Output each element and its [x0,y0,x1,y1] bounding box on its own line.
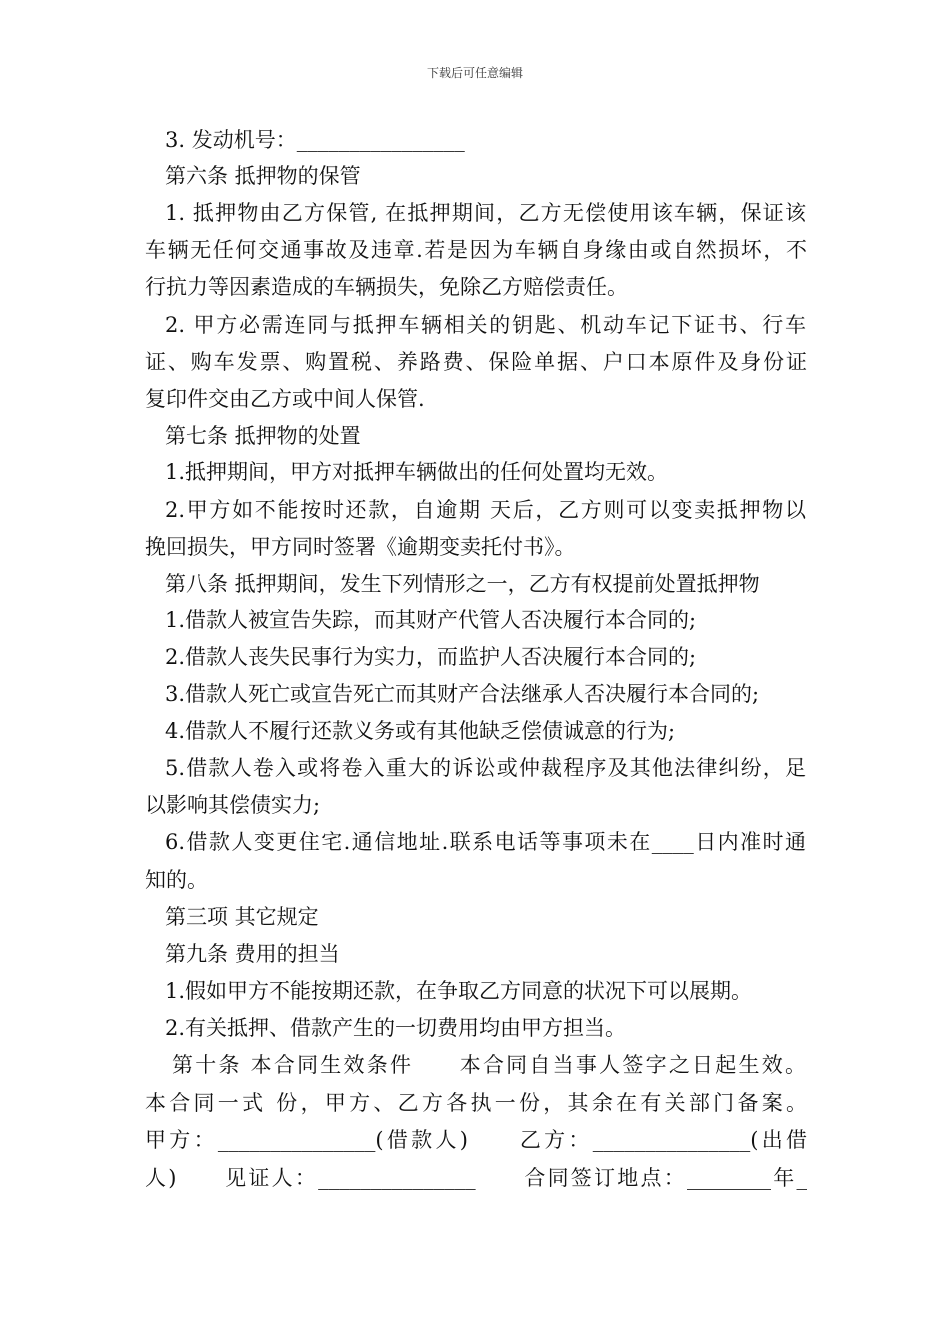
page-header: 下载后可任意编辑 [426,66,523,80]
signature-line-2: 人) 见证人：_______________ 合同签订地点：________年_ [145,1166,807,1190]
article-10-line-1: 第十条 本合同生效条件 本合同自当事人签字之日起生效。 [172,1053,806,1077]
article-8-item-3: 3.借款人死亡或宣告死亡而其财产合法继承人否决履行本合同的; [165,682,760,706]
section-3-heading: 第三项 其它规定 [165,905,319,929]
article-7-clause-2-line-2: 挽回损失，甲方同时签署《逾期变卖托付书》。 [145,535,576,559]
article-9-clause-1: 1.假如甲方不能按期还款，在争取乙方同意的状况下可以展期。 [165,979,753,1003]
article-7-heading: 第七条 抵押物的处置 [165,424,361,448]
article-6-clause-1-line-1: 1. 抵押物由乙方保管, 在抵押期间，乙方无偿使用该车辆，保证该 [165,201,806,225]
article-9-heading: 第九条 费用的担当 [165,942,340,966]
article-8-item-6-line-1: 6.借款人变更住宅.通信地址.联系电话等事项未在____日内准时通 [165,830,806,854]
article-6-clause-1-line-2: 车辆无任何交通事故及违章.若是因为车辆自身缘由或自然损坏，不 [145,238,807,262]
article-8-heading: 第八条 抵押期间，发生下列情形之一，乙方有权提前处置抵押物 [165,572,760,596]
signature-line-1: 甲方：_______________(借款人) 乙方：_______________(出借 [145,1128,807,1152]
article-9-clause-2: 2.有关抵押、借款产生的一切费用均由甲方担当。 [165,1016,627,1040]
article-7-clause-2-line-1: 2.甲方如不能按时还款，自逾期 天后，乙方则可以变卖抵押物以 [165,498,806,522]
article-8-item-6-line-2: 知的。 [145,868,208,892]
engine-number-line: 3. 发动机号：________________ [165,128,465,152]
article-8-item-4: 4.借款人不履行还款义务或有其他缺乏偿债诚意的行为; [165,719,676,743]
article-6-clause-2-line-2: 证、购车发票、购置税、养路费、保险单据、户口本原件及身份证 [145,350,807,374]
article-8-item-2: 2.借款人丧失民事行为实力，而监护人否决履行本合同的; [165,645,697,669]
article-10-line-2: 本合同一式 份，甲方、乙方各执一份，其余在有关部门备案。 [145,1091,807,1115]
article-8-item-5-line-2: 以影响其偿债实力; [145,793,321,817]
article-8-item-5-line-1: 5.借款人卷入或将卷入重大的诉讼或仲裁程序及其他法律纠纷，足 [165,756,806,780]
article-6-clause-1-line-3: 行抗力等因素造成的车辆损失，免除乙方赔偿责任。 [145,275,628,299]
article-6-clause-2-line-3: 复印件交由乙方或中间人保管. [145,387,425,411]
article-8-item-1: 1.借款人被宣告失踪，而其财产代管人否决履行本合同的; [165,608,697,632]
article-6-heading: 第六条 抵押物的保管 [165,164,361,188]
article-7-clause-1: 1.抵押期间，甲方对抵押车辆做出的任何处置均无效。 [165,460,669,484]
article-6-clause-2-line-1: 2. 甲方必需连同与抵押车辆相关的钥匙、机动车记下证书、行车 [165,313,806,337]
